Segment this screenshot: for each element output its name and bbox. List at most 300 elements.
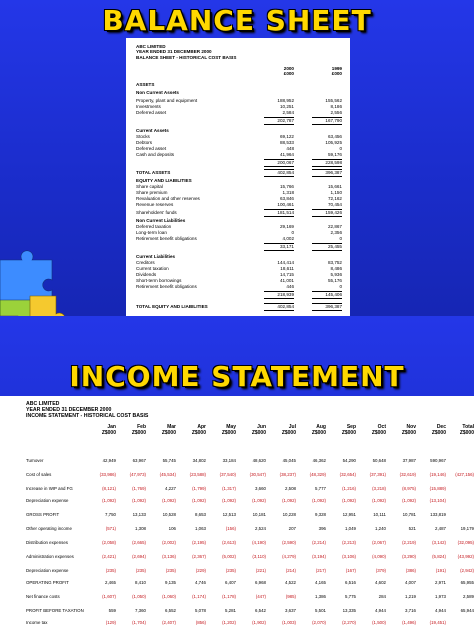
cell-value: (1,092) <box>282 498 296 503</box>
balance-sheet-row <box>136 104 340 109</box>
cell-value: 1,973 <box>435 594 446 599</box>
cell-value: 4,944 <box>435 608 446 613</box>
cell-value: 13,133 <box>132 512 146 517</box>
row-label: OPERATING PROFIT <box>26 580 69 585</box>
cell-value: 46,362 <box>312 458 326 463</box>
cell-value: (15,889) <box>429 486 446 491</box>
row-label: Administration expenses <box>26 554 74 559</box>
value-1999: 167,790 <box>325 118 342 123</box>
cell-value: 2,465 <box>105 580 116 585</box>
subtotal-rule <box>264 169 294 170</box>
value-1999: 105,925 <box>325 140 342 145</box>
row-label: Cost of sales <box>26 472 52 477</box>
cell-value: (4,090) <box>372 554 386 559</box>
cell-value: (1,092) <box>402 498 416 503</box>
cell-value: (3,136) <box>162 554 176 559</box>
cell-value: (4,190) <box>252 540 266 545</box>
value-1999: 5,936 <box>330 272 342 277</box>
cell-value: (48,329) <box>309 472 326 477</box>
subtotal-rule <box>264 250 294 251</box>
balance-sheet-row <box>136 272 340 277</box>
cell-value: 19,179 <box>460 526 474 531</box>
balance-sheet-row <box>136 134 340 139</box>
cell-value: (1,178) <box>222 594 236 599</box>
subtotal-rule <box>312 209 342 210</box>
row-label: TOTAL EQUITY AND LIABILITIES <box>136 304 208 309</box>
value-1999: 0 <box>339 236 342 241</box>
balance-sheet-row <box>136 184 340 189</box>
cell-value: 2,487 <box>435 526 446 531</box>
cell-value: (129) <box>105 620 116 625</box>
value-1999: 155,562 <box>325 98 342 103</box>
balance-sheet-row <box>136 218 340 223</box>
cell-value: (2,590) <box>282 540 296 545</box>
cell-value: 3,716 <box>405 608 416 613</box>
row-label: Deferred taxation <box>136 224 172 229</box>
subtotal-rule <box>312 117 342 118</box>
value-2000: 1,318 <box>282 190 294 195</box>
value-2000: 100,461 <box>277 202 294 207</box>
value-2000: 15,766 <box>279 184 294 189</box>
cell-value: 3,660 <box>255 486 266 491</box>
cell-value: 45,045 <box>282 458 296 463</box>
row-label: Net finance costs <box>26 594 60 599</box>
subtotal-rule <box>312 303 342 304</box>
cell-value: (19,146) <box>429 472 446 477</box>
cell-value: 48,620 <box>252 458 266 463</box>
cell-value: 2,508 <box>285 486 296 491</box>
income-row <box>26 498 466 505</box>
month-header: Feb Z$000 <box>131 424 146 436</box>
balance-sheet-row <box>136 254 340 259</box>
value-1999: 2,556 <box>330 110 342 115</box>
cell-value: (3,290) <box>402 554 416 559</box>
cell-value: 4,944 <box>375 608 386 613</box>
cell-value: 6,552 <box>165 608 176 613</box>
value-2000: 88,533 <box>279 140 294 145</box>
company-name: ABC LIMITED <box>26 401 60 407</box>
value-1999: 8,486 <box>330 266 342 271</box>
row-label: GROSS PROFIT <box>26 512 60 517</box>
cell-value: 4,746 <box>195 580 206 585</box>
cell-value: 34,802 <box>192 458 206 463</box>
cell-value: (156) <box>225 526 236 531</box>
balance-sheet-row <box>136 266 340 271</box>
cell-value: (1,092) <box>342 498 356 503</box>
value-2000: 144,414 <box>277 260 294 265</box>
row-label: Depreciation expense <box>26 568 69 573</box>
cell-value: (2,665) <box>132 540 146 545</box>
cell-value: 12,951 <box>342 512 356 517</box>
cell-value: (33,986) <box>99 472 116 477</box>
company-name: ABC LIMITED <box>136 44 166 49</box>
balance-sheet-row <box>136 196 340 201</box>
cell-value: (985) <box>285 594 296 599</box>
row-label: Debtors <box>136 140 153 145</box>
cell-value: (1,769) <box>132 486 146 491</box>
cell-value: (191) <box>435 568 446 573</box>
balance-sheet-row <box>136 170 340 175</box>
subtotal-rule <box>264 166 294 167</box>
cell-value: 42,949 <box>102 458 116 463</box>
cell-value: 6,968 <box>255 580 266 585</box>
cell-value: (1,500) <box>372 620 386 625</box>
cell-value: (5,002) <box>222 554 236 559</box>
cell-value: 207 <box>288 526 296 531</box>
cell-value: 6,516 <box>345 580 356 585</box>
row-label: Property, plant and equipment <box>136 98 198 103</box>
cell-value: 133,819 <box>430 512 446 517</box>
cell-value: (43,992) <box>457 554 474 559</box>
cell-value: (1,902) <box>252 620 266 625</box>
cell-value: (427,156) <box>455 472 474 477</box>
value-1999: 1,150 <box>330 190 342 195</box>
cell-value: 284 <box>378 594 386 599</box>
cell-value: (1,092) <box>312 498 326 503</box>
cell-value: (2,694) <box>132 554 146 559</box>
balance-sheet-row <box>136 236 340 241</box>
cell-value: (856) <box>195 620 206 625</box>
value-2000: 202,787 <box>277 118 294 123</box>
income-row <box>26 594 474 601</box>
cell-value: (19,451) <box>429 620 446 625</box>
row-label: Non Current Assets <box>136 90 179 95</box>
subtotal-rule <box>264 298 294 299</box>
cell-value: 9,135 <box>165 580 176 585</box>
balance-sheet-row <box>136 118 340 123</box>
cell-value: (1,202) <box>222 620 236 625</box>
value-2000: 2,584 <box>282 110 294 115</box>
cell-value: 63,967 <box>132 458 146 463</box>
cell-value: (2,407) <box>162 620 176 625</box>
cell-value: (3,218) <box>372 486 386 491</box>
cell-value: (2,421) <box>102 554 116 559</box>
cell-value: (1,003) <box>282 620 296 625</box>
value-2000: 18,611 <box>280 266 294 271</box>
cell-value: 5,775 <box>345 594 356 599</box>
cell-value: 5,281 <box>225 608 236 613</box>
cell-value: (1,092) <box>252 498 266 503</box>
income-row <box>26 540 474 547</box>
value-1999: 396,387 <box>325 304 342 309</box>
cell-value: (32,654) <box>339 472 356 477</box>
month-header: Nov Z$000 <box>401 424 416 436</box>
value-2000: 188,952 <box>277 98 294 103</box>
cell-value: (379) <box>375 568 386 573</box>
cell-value: (214) <box>285 568 296 573</box>
value-2000: 448 <box>286 146 294 151</box>
cell-value: (2,002) <box>162 540 176 545</box>
cell-value: 4,522 <box>285 580 296 585</box>
row-label: Distribution expenses <box>26 540 68 545</box>
income-row <box>26 568 474 575</box>
row-label: Deferred asset <box>136 110 167 115</box>
cell-value: (1,092) <box>102 498 116 503</box>
cell-value: (1,092) <box>132 498 146 503</box>
cell-value: 10,228 <box>282 512 296 517</box>
cell-value: (1,174) <box>192 594 206 599</box>
cell-value: 396 <box>318 526 326 531</box>
cell-value: (8,975) <box>402 486 416 491</box>
value-1999: 145,406 <box>325 292 342 297</box>
cell-value: 1,240 <box>375 526 386 531</box>
cell-value: (1,092) <box>192 498 206 503</box>
subtotal-rule <box>264 310 294 311</box>
value-1999: 15,661 <box>327 184 342 189</box>
balance-sheet-row <box>136 304 340 309</box>
cell-value: (4,279) <box>282 554 296 559</box>
row-label: Dividends <box>136 272 157 277</box>
row-label: Increase in WIP and FG <box>26 486 73 491</box>
month-header: Jun Z$000 <box>251 424 266 436</box>
value-1999: 228,598 <box>325 160 342 165</box>
row-label: EQUITY AND LIABILITIES <box>136 178 192 183</box>
month-header: May Z$000 <box>221 424 236 436</box>
cell-value: (2,613) <box>222 540 236 545</box>
cell-value: 4,602 <box>375 580 386 585</box>
value-2000: 14,715 <box>279 272 294 277</box>
row-label: Deferred asset <box>136 146 167 151</box>
cell-value: 5,777 <box>315 486 326 491</box>
value-1999: 83,752 <box>327 260 342 265</box>
cell-value: 2,589 <box>463 594 474 599</box>
row-label: ASSETS <box>136 82 155 87</box>
row-label: Creditors <box>136 260 155 265</box>
cell-value: (2,367) <box>192 554 206 559</box>
cell-value: (3,110) <box>252 554 266 559</box>
subtotal-rule <box>264 209 294 210</box>
cell-value: 4,007 <box>405 580 416 585</box>
cell-value: 2,971 <box>435 580 446 585</box>
cell-value: (38,237) <box>279 472 296 477</box>
balance-sheet-row <box>136 284 340 289</box>
subtotal-rule <box>312 176 342 177</box>
value-1999: 72,162 <box>327 196 342 201</box>
cell-value: (2,195) <box>192 540 206 545</box>
cell-value: 8,410 <box>135 580 146 585</box>
value-1999: 396,387 <box>325 170 342 175</box>
row-label: Revenue reserves <box>136 202 174 207</box>
value-2000: 218,939 <box>277 292 294 297</box>
period-label: YEAR ENDED 31 DECEMBER 2000 <box>136 49 212 55</box>
cell-value: 7,360 <box>135 608 146 613</box>
income-statement-title: INCOME STATEMENT <box>69 360 405 393</box>
balance-sheet-row <box>136 90 340 95</box>
subtotal-rule <box>264 117 294 118</box>
cell-value: 37,987 <box>402 458 416 463</box>
cell-value: 559 <box>108 608 116 613</box>
income-row <box>26 580 474 587</box>
income-row <box>26 458 466 465</box>
balance-sheet-row <box>136 278 340 283</box>
balance-sheet-row <box>136 224 340 229</box>
cell-value: (235) <box>135 568 146 573</box>
cell-value: (23,588) <box>189 472 206 477</box>
cell-value: 1,386 <box>315 594 326 599</box>
cell-value: (2,214) <box>312 540 326 545</box>
cell-value: (37,391) <box>369 472 386 477</box>
row-label: Cash and deposits <box>136 152 175 157</box>
income-row <box>26 620 466 627</box>
balance-sheet-document <box>126 38 350 316</box>
balance-sheet-row <box>136 202 340 207</box>
balance-sheet-row <box>136 98 340 103</box>
value-2000: 41,964 <box>279 152 294 157</box>
subtotal-rule <box>264 291 294 292</box>
cell-value: 106 <box>168 526 176 531</box>
cell-value: (3,194) <box>312 554 326 559</box>
row-label: Retirement benefit obligations <box>136 284 197 289</box>
subtotal-rule <box>312 169 342 170</box>
row-label: Non Current Liabilities <box>136 218 186 223</box>
value-2000: 0 <box>291 230 294 235</box>
cell-value: (1,704) <box>132 620 146 625</box>
cell-value: 13,335 <box>342 608 356 613</box>
cell-value: (3,142) <box>432 540 446 545</box>
subtotal-rule <box>264 124 294 125</box>
subtotal-rule <box>312 124 342 125</box>
cell-value: 5,501 <box>315 608 326 613</box>
subtotal-rule <box>312 250 342 251</box>
subtotal-rule <box>312 291 342 292</box>
row-label: Share capital <box>136 184 163 189</box>
subtotal-rule <box>264 303 294 304</box>
cell-value: 4,165 <box>315 580 326 585</box>
cell-value: 1,063 <box>195 526 206 531</box>
cell-value: 7,750 <box>105 512 116 517</box>
cell-value: (32,619) <box>399 472 416 477</box>
income-row <box>26 554 474 561</box>
balance-sheet-row <box>136 160 340 165</box>
cell-value: (3,106) <box>342 554 356 559</box>
balance-sheet-row <box>136 244 340 249</box>
row-label: Investments <box>136 104 161 109</box>
cell-value: (47,973) <box>129 472 146 477</box>
cell-value: 590,967 <box>430 458 446 463</box>
subtotal-rule <box>264 159 294 160</box>
value-2000: 10,251 <box>279 104 294 109</box>
subtotal-rule <box>312 159 342 160</box>
cell-value: 1,308 <box>135 526 146 531</box>
cell-value: 4,227 <box>165 486 176 491</box>
value-2000: 402,854 <box>277 170 294 175</box>
row-label: TOTAL ASSETS <box>136 170 171 175</box>
balance-sheet-row <box>136 178 340 183</box>
subtotal-rule <box>312 310 342 311</box>
value-2000: 29,169 <box>279 224 294 229</box>
balance-sheet-row <box>136 190 340 195</box>
subtotal-rule <box>264 243 294 244</box>
cell-value: (2,270) <box>342 620 356 625</box>
row-label: Current taxation <box>136 266 169 271</box>
value-1999: 55,176 <box>327 278 342 283</box>
row-label: Current Liabilities <box>136 254 176 259</box>
cell-value: 521 <box>408 526 416 531</box>
cell-value: (2,942) <box>460 568 474 573</box>
cell-value: 10,111 <box>373 512 386 517</box>
row-label: Share premium <box>136 190 168 195</box>
balance-sheet-row <box>136 140 340 145</box>
row-label: Depreciation expense <box>26 498 69 503</box>
column-header-2000: 2000 £000 <box>283 66 294 77</box>
cell-value: (221) <box>255 568 266 573</box>
document-subtitle: INCOME STATEMENT - HISTORICAL COST BASIS <box>26 412 149 419</box>
cell-value: (1,092) <box>372 498 386 503</box>
subtotal-rule <box>264 176 294 177</box>
cell-value: (229) <box>195 568 206 573</box>
cell-value: 54,290 <box>342 458 356 463</box>
cell-value: 9,328 <box>315 512 326 517</box>
cell-value: (1,317) <box>222 486 236 491</box>
cell-value: 55,745 <box>162 458 176 463</box>
cell-value: 2,524 <box>255 526 266 531</box>
column-header-1999: 1999 £000 <box>331 66 342 77</box>
cell-value: (2,070) <box>312 620 326 625</box>
balance-sheet-row <box>136 230 340 235</box>
row-label: Turnover <box>26 458 44 463</box>
balance-sheet-row <box>136 146 340 151</box>
cell-value: 65,944 <box>460 608 474 613</box>
value-1999: 25,455 <box>327 244 342 249</box>
cell-value: (2,058) <box>102 540 116 545</box>
balance-sheet-title: BALANCE SHEET <box>102 4 372 37</box>
value-2000: 63,846 <box>279 196 294 201</box>
value-1999: 0 <box>339 284 342 289</box>
cell-value: (571) <box>105 526 116 531</box>
row-label: Other operating income <box>26 526 72 531</box>
value-2000: 33,171 <box>279 244 294 249</box>
balance-sheet-row <box>136 260 340 265</box>
month-header: Mar Z$000 <box>161 424 176 436</box>
month-header: Jul Z$000 <box>281 424 296 436</box>
cell-value: (45,534) <box>159 472 176 477</box>
value-2000: 446 <box>286 284 294 289</box>
cell-value: 6,542 <box>255 608 266 613</box>
cell-value: (5,824) <box>432 554 446 559</box>
cell-value: 10,528 <box>162 512 176 517</box>
value-1999: 22,867 <box>327 224 342 229</box>
value-1999: 8,186 <box>330 104 342 109</box>
month-header: Aug Z$000 <box>311 424 326 436</box>
cell-value: (13,104) <box>429 498 446 503</box>
value-1999: 59,176 <box>327 152 342 157</box>
row-label: Revaluation and other reserves <box>136 196 200 201</box>
row-label: Income tax <box>26 620 48 625</box>
cell-value: (235) <box>105 568 116 573</box>
cell-value: (2,213) <box>342 540 356 545</box>
income-row <box>26 608 474 615</box>
value-2000: 200,067 <box>277 160 294 165</box>
subtotal-rule <box>312 243 342 244</box>
month-header: Total Z$000 <box>459 424 474 436</box>
month-header: Dec Z$000 <box>431 424 446 436</box>
cell-value: (1,496) <box>402 620 416 625</box>
cell-value: (1,092) <box>222 498 236 503</box>
cell-value: (1,060) <box>162 594 176 599</box>
row-label: Short-term borrowings <box>136 278 182 283</box>
cell-value: (235) <box>165 568 176 573</box>
row-label: Retirement benefit obligations <box>136 236 197 241</box>
subtotal-rule <box>312 216 342 217</box>
cell-value: 33,184 <box>222 458 236 463</box>
cell-value: (447) <box>255 594 266 599</box>
cell-value: 5,078 <box>195 608 206 613</box>
income-row <box>26 486 466 493</box>
cell-value: (167) <box>345 568 356 573</box>
value-2000: 41,001 <box>279 278 294 283</box>
cell-value: 1,049 <box>345 526 356 531</box>
row-label: Stocks <box>136 134 150 139</box>
